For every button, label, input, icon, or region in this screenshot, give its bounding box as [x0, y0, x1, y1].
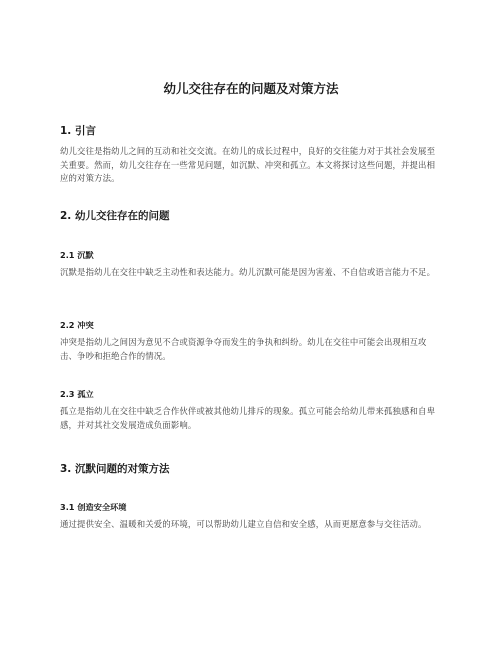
section-heading-problems: 2. 幼儿交往存在的问题	[60, 210, 170, 222]
section-heading-silence-solutions: 3. 沉默问题的对策方法	[60, 463, 170, 475]
subsection-heading-isolation: 2.3 孤立	[60, 389, 94, 399]
subsection-heading-silence: 2.1 沉默	[60, 250, 94, 260]
paragraph-isolation: 孤立是指幼儿在交往中缺乏合作伙伴或被其他幼儿排斥的现象。孤立可能会给幼儿带来孤独感和自卑感，并对其社交发展造成负面影响。	[60, 406, 436, 430]
paragraph-silence: 沉默是指幼儿在交往中缺乏主动性和表达能力。幼儿沉默可能是因为害羞、不自信或语言能力不足。	[60, 267, 436, 277]
section-heading-introduction: 1. 引言	[60, 125, 96, 137]
paragraph-conflict: 冲突是指幼儿之间因为意见不合或资源争夺而发生的争执和纠纷。幼儿在交往中可能会出现相互攻击、争吵和拒绝合作的情况。	[60, 337, 427, 361]
paragraph-introduction: 幼儿交往是指幼儿之间的互动和社交交流。在幼儿的成长过程中，良好的交往能力对于其社会发展至关重要。然而，幼儿交往存在一些常见问题，如沉默、冲突和孤立。本文将探讨这些问题，并提出相应的对策方法。	[60, 146, 436, 184]
paragraph-safe-environment: 通过提供安全、温暖和关爱的环境，可以帮助幼儿建立自信和安全感，从而更愿意参与交往活动。	[60, 519, 427, 529]
subsection-heading-safe-environment: 3.1 创造安全环境	[60, 502, 127, 512]
document-title: 幼儿交往存在的问题及对策方法	[163, 81, 339, 96]
subsection-heading-conflict: 2.2 冲突	[60, 320, 94, 330]
